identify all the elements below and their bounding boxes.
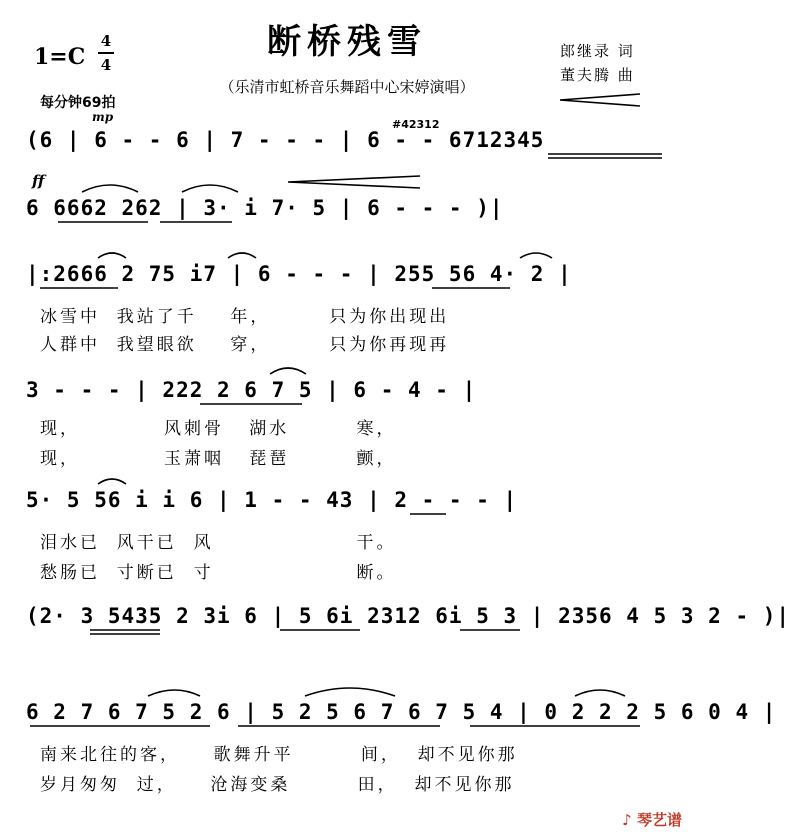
score-line-6: (2· 3 5435 2 3i 6 | 5 6i 2312 6i 5 3 | 2356 4 5 3 2 - )| (26, 604, 790, 628)
dynamic-mp: mp (92, 110, 114, 124)
score-line-1: (6 | 6 - - 6 | 7 - - - | 6 - - 6712345 (26, 128, 545, 152)
lyric-v1-line-5: 泪水已 风干已 风 干。 (40, 533, 397, 553)
composer-credit: 董夫腾 曲 (560, 66, 635, 84)
lyricist-credit: 郎继录 词 (560, 42, 635, 60)
performer-note: （乐清市虹桥音乐舞蹈中心宋婷演唱） (219, 78, 475, 96)
score-line-5: 5· 5 56 i i 6 | 1 - - 43 | 2 - - - | (26, 488, 518, 512)
score-line-2: 6 6662 262 | 3· i 7· 5 | 6 - - - )| (26, 196, 504, 220)
lyric-v1-line-3: 冰雪中 我站了千 年， 只为你出现出 (40, 307, 450, 327)
watermark-text: 琴艺谱 (636, 811, 682, 829)
key-signature: 1=C (34, 44, 86, 70)
dynamic-ff: ff (32, 172, 45, 190)
lyric-v2-line-7: 岁月匆匆 过， 沧海变桑 田， 却不见你那 (40, 775, 515, 795)
score-line-4: 3 - - - | 222 2 6 7 5 | 6 - 4 - | (26, 378, 477, 402)
lyric-v2-line-3: 人群中 我望眼欲 穿， 只为你再现再 (40, 335, 450, 355)
lyric-v2-line-5: 愁肠已 寸断已 寸 断。 (40, 563, 397, 583)
lyric-v1-line-4: 现， 风刺骨 湖水 寒， (40, 419, 397, 439)
tempo-marking: 每分钟69拍 (40, 95, 116, 111)
score-line-7: 6 2 7 6 7 5 2 6 | 5 2 5 6 7 6 7 5 4 | 0 2 2 2 5 6 0 4 | (26, 700, 777, 724)
time-signature-top: 4 (100, 32, 112, 50)
song-title: 断桥残雪 (267, 22, 427, 62)
score-line-3: |:2666 2 75 i7 | 6 - - - | 255 56 4· 2 | (26, 262, 572, 286)
lyric-v1-line-7: 南来北往的客， 歌舞升平 间， 却不见你那 (40, 745, 518, 765)
grace-notes: #42312 (392, 118, 440, 131)
lyric-v2-line-4: 现， 玉萧咽 琵琶 颤， (40, 449, 397, 469)
watermark-icon: ♪ (622, 811, 632, 829)
time-signature-bottom: 4 (100, 56, 112, 74)
